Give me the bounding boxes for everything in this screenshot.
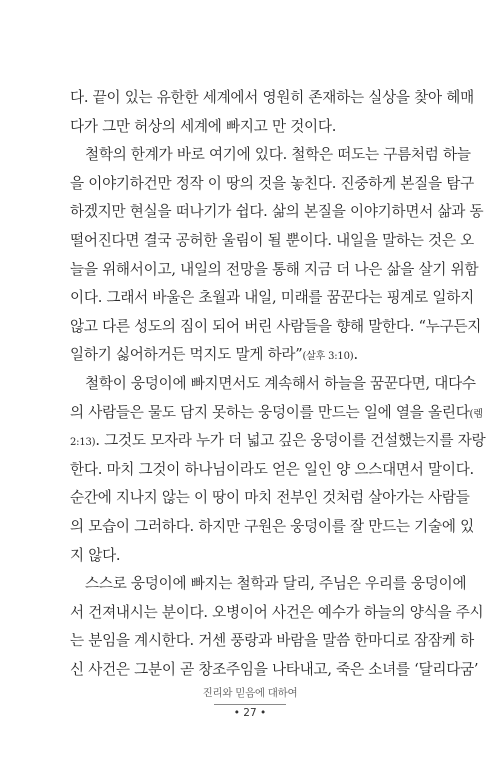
text-line: [70, 599, 484, 628]
text-line: [70, 84, 474, 113]
scripture-reference: 2:13): [70, 437, 96, 449]
line-text: 순간에 지나지 않는 이 땅이 마치 전부인 것처럼 살아가는 사람들: [70, 489, 470, 507]
text-line: [70, 198, 484, 227]
footer-divider: [214, 704, 286, 705]
text-line: [70, 284, 474, 313]
line-text: 서 건져내시는 분이다. 오병이어 사건은 예수가 하늘의 양식을 주시: [70, 603, 484, 621]
line-text: 철학이 웅덩이에 빠지면서도 계속해서 하늘을 꿈꾼다면, 대다수: [85, 374, 476, 392]
line-text: 는 분임을 계시한다. 거센 풍랑과 바람을 말씀 한마디로 잠잠케 하: [70, 632, 474, 650]
text-line: [70, 656, 479, 685]
line-text: . 그것도 모자라 누가 더 넓고 깊은 웅덩이를 건설했는지를 자랑: [95, 432, 486, 450]
line-text: 지 않다.: [70, 546, 121, 564]
line-text: 늘을 위해서이고, 내일의 전망을 통해 지금 더 나은 삶을 살기 위함: [70, 260, 479, 278]
line-text: 이다. 그래서 바울은 초월과 내일, 미래를 꿈꾼다는 핑계로 일하지: [70, 289, 474, 307]
running-footer-title: 진리와 믿음에 대하여: [202, 687, 298, 699]
line-text: 을 이야기하건만 정작 이 땅의 것을 놓친다. 진중하게 본질을 탐구: [70, 174, 474, 192]
text-line: [70, 141, 471, 170]
line-text: 않고 다른 성도의 짐이 되어 버린 사람들을 향해 말한다. “누구든지: [70, 317, 482, 335]
text-line: [70, 570, 467, 599]
text-line: [70, 513, 474, 542]
text-line: [70, 256, 479, 285]
text-line: [70, 313, 482, 342]
line-text: 하겠지만 현실을 떠나기가 쉽다. 삶의 본질을 이야기하면서 삶과 동: [70, 203, 484, 221]
page-number: • 27 •: [233, 707, 267, 719]
text-line: [70, 542, 434, 571]
line-text: 떨어진다면 결국 공허한 울림이 될 뿐이다. 내일을 말하는 것은 오: [70, 231, 474, 249]
text-line: [70, 170, 474, 199]
line-text: 다가 그만 허상의 세계에 빠지고 만 것이다.: [70, 117, 337, 135]
text-line: [70, 227, 474, 256]
line-text: 스스로 웅덩이에 빠지는 철학과 달리, 주님은 우리를 웅덩이에: [85, 575, 467, 593]
text-line: [70, 484, 470, 513]
line-text: 의 사람들은 물도 담지 못하는 웅덩이를 만드는 일에 열을 올린다: [70, 403, 470, 421]
text-line: [70, 427, 486, 456]
text-line: [70, 627, 474, 656]
line-text: 철학의 한계가 바로 여기에 있다. 철학은 떠도는 구름처럼 하늘: [85, 146, 471, 164]
line-text: 한다. 마치 그것이 하나님이라도 얻은 일인 양 으스대면서 말이다.: [70, 460, 474, 478]
line-text: .: [353, 346, 358, 364]
text-line: [70, 399, 483, 428]
text-line: [70, 113, 434, 142]
scripture-reference: (살후 3:10): [302, 351, 354, 363]
scripture-reference: (렘: [469, 408, 483, 420]
text-line: [70, 456, 474, 485]
line-text: 의 모습이 그러하다. 하지만 구원은 웅덩이를 잘 만드는 기술에 있: [70, 517, 474, 535]
line-text: 신 사건은 그분이 곧 창조주임을 나타내고, 죽은 소녀를 ‘달리다굼’: [70, 660, 479, 678]
line-text: 일하기 싫어하거든 먹지도 말게 하라”: [70, 346, 303, 364]
body-text: [70, 84, 486, 684]
text-line: [70, 341, 434, 370]
line-text: 다. 끝이 있는 유한한 세계에서 영원히 존재하는 실상을 찾아 헤매: [70, 89, 474, 106]
text-line: [70, 370, 476, 399]
